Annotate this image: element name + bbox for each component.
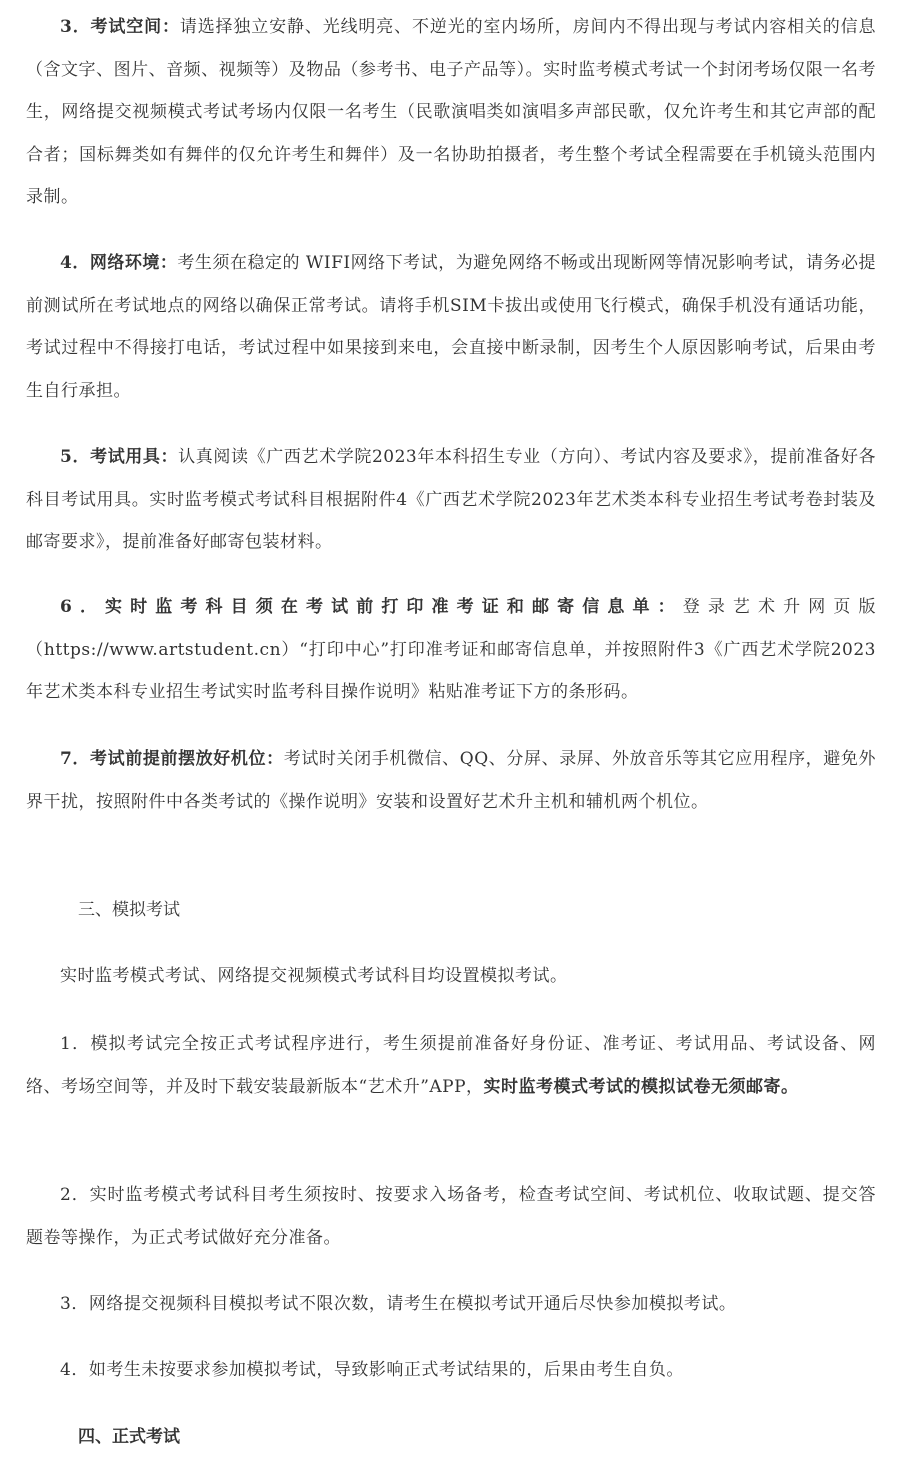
label-camera-setup: 7．考试前提前摆放好机位： bbox=[60, 749, 284, 769]
paragraph-exam-space bbox=[26, 6, 876, 219]
text-exam-tools: 认真阅读《广西艺术学院2023年本科招生专业（方向）、考试内容及要求》，提前准备好各科目考试用具。实时监考模式考试科目根据附件4《广西艺术学院2023年艺术类本科专业招生考试考卷封装及邮寄要求》，提前准备好邮寄包装材料。 bbox=[26, 447, 876, 552]
label-exam-space: 3．考试空间： bbox=[60, 17, 180, 37]
paragraph-mock-2: 2．实时监考模式考试科目考生须按时、按要求入场备考，检查考试空间、考试机位、收取试题、提交答题卷等操作，为正式考试做好充分准备。 bbox=[26, 1185, 876, 1248]
paragraph-mock-3: 3．网络提交视频科目模拟考试不限次数，请考生在模拟考试开通后尽快参加模拟考试。 bbox=[60, 1294, 737, 1314]
text-camera-setup: 考试时关闭手机微信、QQ、分屏、录屏、外放音乐等其它应用程序，避免外界干扰，按照附件中各类考试的《操作说明》安装和设置好艺术升主机和辅机两个机位。 bbox=[26, 749, 877, 812]
heading-mock-exam: 三、模拟考试 bbox=[78, 900, 180, 920]
text-mock-1-bold: 实时监考模式考试的模拟试卷无须邮寄。 bbox=[483, 1076, 799, 1097]
paragraph-print-admission bbox=[26, 586, 876, 714]
text-mock-1: 1．模拟考试完全按正式考试程序进行，考生须提前准备好身份证、准考证、考试用品、考试设备、网络、考场空间等，并及时下载安装最新版本“艺术升”APP， bbox=[26, 1034, 876, 1097]
paragraph-mock-intro: 实时监考模式考试、网络提交视频模式考试科目均设置模拟考试。 bbox=[60, 966, 568, 986]
label-exam-tools: 5．考试用具： bbox=[60, 447, 179, 467]
paragraph-exam-tools bbox=[26, 436, 876, 564]
text-network: 考生须在稳定的 WIFI网络下考试，为避免网络不畅或出现断网等情况影响考试，请务必提前测试所在考试地点的网络以确保正常考试。请将手机SIM卡拔出或使用飞行模式，确保手机没有通话功能，考试过程中不得接打电话，考试过程中如果接到来电，会直接中断录制，因考生个人原因影响考试，后果由考生自行承担。 bbox=[26, 253, 876, 401]
label-network: 4．网络环境： bbox=[60, 253, 178, 273]
text-print-admission: 登录艺术升网页版（https://www.artstudent.cn）“打印中心”打印准考证和邮寄信息单，并按照附件3《广西艺术学院2023年艺术类本科专业招生考试实时监考科目操作说明》粘贴准考证下方的条形码。 bbox=[26, 597, 877, 702]
paragraph-camera-setup bbox=[26, 738, 876, 823]
paragraph-network bbox=[26, 242, 876, 412]
text-exam-space: 请选择独立安静、光线明亮、不逆光的室内场所，房间内不得出现与考试内容相关的信息（含文字、图片、音频、视频等）及物品（参考书、电子产品等）。实时监考模式考试一个封闭考场仅限一名考生，网络提交视频模式考试考场内仅限一名考生（民歌演唱类如演唱多声部民歌，仅允许考生和其它声部的配合者；国标舞类如有舞伴的仅允许考生和舞伴）及一名协助拍摄者，考生整个考试全程需要在手机镜头范围内录制。 bbox=[26, 17, 876, 207]
label-print-admission: 6．实时监考科目须在考试前打印准考证和邮寄信息单： bbox=[60, 597, 683, 617]
paragraph-mock-4: 4．如考生未按要求参加模拟考试，导致影响正式考试结果的，后果由考生自负。 bbox=[60, 1360, 684, 1380]
heading-formal-exam: 四、正式考试 bbox=[78, 1427, 180, 1447]
paragraph-mock-1 bbox=[26, 1023, 876, 1108]
